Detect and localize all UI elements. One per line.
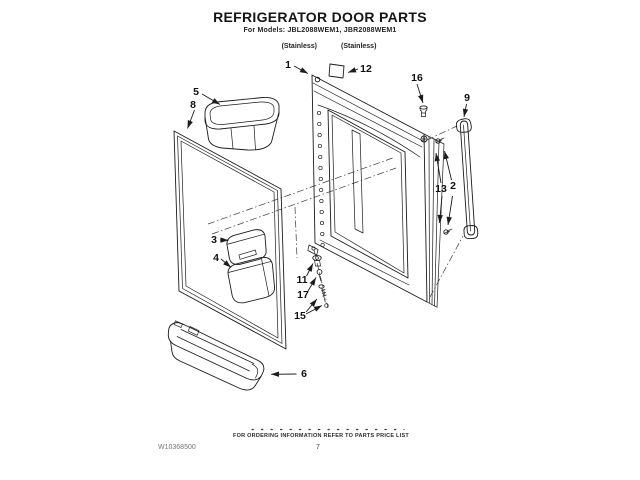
callout-6: 6 <box>301 368 307 380</box>
callout-15: 15 <box>294 310 306 322</box>
callout-1: 1 <box>285 59 291 71</box>
callout-9-leader <box>464 104 467 117</box>
document-number: W10368500 <box>158 444 196 451</box>
nameplate-label <box>329 64 344 78</box>
page-number: 7 <box>316 444 320 451</box>
callouts <box>188 59 471 380</box>
callout-2-leader-down <box>448 196 453 225</box>
callout-12: 12 <box>360 63 372 75</box>
upper-door-bin <box>205 97 279 150</box>
callout-2-leader-up <box>445 151 452 180</box>
hinge-screw <box>319 285 328 308</box>
callout-2: 2 <box>450 180 456 192</box>
models-line: For Models: JBL2088WEM1, JBR2088WEM1 <box>243 27 397 34</box>
callout-4: 4 <box>213 252 219 264</box>
callout-5-leader <box>202 94 220 105</box>
door-handle <box>427 119 478 297</box>
callout-1-leader <box>294 66 308 74</box>
callout-4-leader <box>221 259 231 268</box>
callout-9: 9 <box>464 92 470 104</box>
projection-lines <box>208 158 396 259</box>
finish-right: (Stainless) <box>341 43 377 50</box>
finish-left: (Stainless) <box>281 43 317 50</box>
door-mullion-holes <box>317 111 324 246</box>
callout-3: 3 <box>211 234 217 246</box>
door-bin-3 <box>225 228 269 266</box>
lower-door-shelf <box>168 321 264 390</box>
callout-17-leader <box>308 278 316 292</box>
callout-16: 16 <box>411 72 423 84</box>
door-gasket <box>174 131 286 349</box>
callout-16-leader <box>417 84 423 103</box>
door-bin-4 <box>226 256 278 305</box>
callout-8-leader <box>188 110 195 129</box>
callout-12-leader <box>348 69 358 73</box>
callout-17: 17 <box>297 289 309 301</box>
ordering-note: FOR ORDERING INFORMATION REFER TO PARTS PRICE LIST <box>233 433 409 439</box>
hinge-pin-parts <box>308 245 329 308</box>
hinge-plug <box>420 106 427 117</box>
handle-screw-bottom <box>444 229 452 234</box>
callout-13: 13 <box>435 183 447 195</box>
callout-11: 11 <box>296 274 308 286</box>
hinge-pin <box>313 255 321 266</box>
page-title: REFRIGERATOR DOOR PARTS <box>213 9 427 25</box>
callout-8: 8 <box>190 99 196 111</box>
callout-5: 5 <box>193 86 199 98</box>
